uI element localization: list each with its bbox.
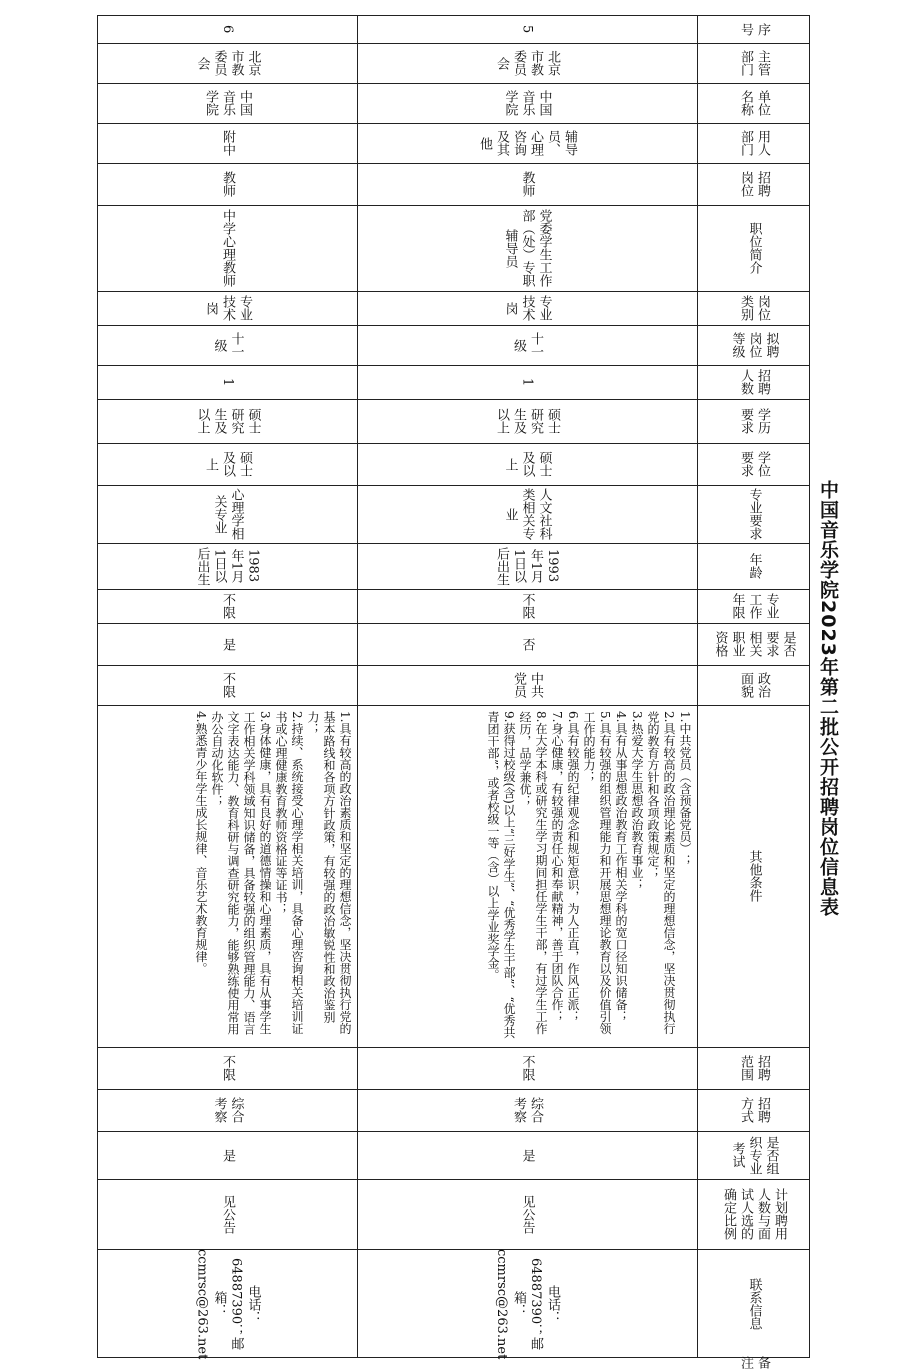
row5-seq-value: 5	[519, 25, 535, 34]
row6-degree	[98, 443, 357, 485]
row5-dept	[357, 43, 697, 83]
row5-other	[357, 705, 697, 1047]
row6-age	[98, 543, 357, 589]
row5-scope	[357, 1047, 697, 1089]
row5-scope-value: 不限	[519, 1055, 535, 1081]
header-hire-dept	[697, 123, 811, 163]
header-edu-label: 学历要求	[738, 408, 770, 434]
row6-edu	[98, 399, 357, 443]
row6-exam-value: 是	[220, 1148, 235, 1162]
header-category-label: 岗位类别	[738, 295, 770, 321]
row6-hire-dept	[98, 123, 357, 163]
row6-count	[98, 365, 357, 399]
row6-age-value: 1983年1月1日以后出生	[194, 546, 261, 586]
header-ratio	[697, 1179, 811, 1249]
header-other	[697, 705, 811, 1047]
row5-method	[357, 1089, 697, 1131]
header-degree	[697, 443, 811, 485]
header-major-label: 专业要求	[746, 488, 762, 540]
header-contact	[697, 1249, 811, 1359]
row6-grade	[98, 325, 357, 365]
header-years	[697, 589, 811, 623]
row5-major	[357, 485, 697, 543]
header-unit	[697, 83, 811, 123]
row6-category	[98, 291, 357, 325]
row5-age-value: 1993年1月1日以后出生	[494, 546, 560, 586]
row5-seq	[357, 16, 697, 43]
header-years-label: 专业工作年限	[729, 593, 779, 619]
header-intro	[697, 205, 811, 291]
header-politics-label: 政治面貌	[738, 672, 770, 698]
header-scope	[697, 1047, 811, 1089]
header-other-label: 其他条件	[746, 850, 762, 902]
row6-years	[98, 589, 357, 623]
row6-grade-value: 十一级	[211, 332, 244, 358]
row5-age	[357, 543, 697, 589]
row5-grade	[357, 325, 697, 365]
header-intro-label: 职位简介	[746, 222, 762, 274]
row6-post-value: 教师	[220, 171, 235, 197]
row5-unit-value: 中国音乐学院	[502, 90, 552, 116]
header-post	[697, 163, 811, 205]
row6-qual-value: 是	[220, 637, 235, 651]
row5-post-value: 教师	[519, 171, 535, 197]
header-major	[697, 485, 811, 543]
row5-intro	[357, 205, 697, 291]
row6-scope	[98, 1047, 357, 1089]
header-edu	[697, 399, 811, 443]
row6-unit	[98, 83, 357, 123]
row6-method-value: 综合考察	[211, 1097, 244, 1123]
row5-exam-value: 是	[519, 1148, 535, 1162]
row5-ratio	[357, 1179, 697, 1249]
row6-intro	[98, 205, 357, 291]
header-dept	[697, 43, 811, 83]
row5-qual	[357, 623, 697, 665]
header-note	[697, 1355, 811, 1369]
row5-years	[357, 589, 697, 623]
row6-dept-value: 北京市教委员会	[194, 50, 261, 76]
header-method	[697, 1089, 811, 1131]
row6-unit-value: 中国音乐学院	[203, 90, 252, 116]
row6-other-value: 1.具有较高的政治素质和坚定的理想信念，坚决贯彻执行党的基本路线和各项方针政策，有较强的政治敏锐性和政治鉴别力； 2.持续、系统接受心理学相关培训，具备心理咨询相关培训证书或心理健康教育教师资格证等证书； 3.身体健康，具有良好的道德情操和心理素质，具有从事学生工作相关学科领域知识储备，具备较强的组织管理能力、语言文字表达能力、教育科研与调查研究能力，能够熟练使用常用办公自动化软件； 4.熟悉青少年学生成长规律、音乐艺术教育规律。	[194, 711, 352, 1035]
header-dept-label: 主管部门	[738, 50, 770, 76]
row5-hire-dept-value: 辅导员、心理咨询及其他	[477, 130, 577, 156]
header-unit-label: 单位名称	[738, 90, 770, 116]
row5-count	[357, 365, 697, 399]
header-qual	[697, 623, 811, 665]
header-age	[697, 543, 811, 589]
row5-edu-value: 硕士研究生及以上	[494, 408, 560, 434]
row6-ratio-value: 见公告	[220, 1194, 235, 1234]
header-ratio-label: 计划聘用人数与面试人选的确定比例	[721, 1188, 787, 1240]
header-scope-label: 招聘范围	[738, 1055, 770, 1081]
row6-other	[98, 705, 357, 1047]
row5-politics	[357, 665, 697, 705]
row6-count-value: 1	[220, 377, 235, 387]
row6-major	[98, 485, 357, 543]
row6-major-value: 心理学相关专业	[211, 488, 244, 540]
header-seq	[697, 16, 811, 43]
row6-politics	[98, 665, 357, 705]
header-count	[697, 365, 811, 399]
header-hire-dept-label: 用人部门	[738, 130, 770, 156]
row5-exam	[357, 1131, 697, 1179]
header-note-label: 备注	[738, 1355, 770, 1369]
row6-contact	[98, 1249, 357, 1359]
row6-hire-dept-value: 附中	[220, 130, 235, 156]
row5-edu	[357, 399, 697, 443]
header-category	[697, 291, 811, 325]
header-grade	[697, 325, 811, 365]
row5-years-value: 不限	[519, 593, 535, 619]
row5-method-value: 综合考察	[511, 1097, 543, 1123]
row6-contact-value: 电话：64887390；邮箱：ccmrsc@263.net	[194, 1248, 261, 1360]
recruitment-table	[97, 15, 810, 1369]
row6-method	[98, 1089, 357, 1131]
row5-degree-value: 硕士及以上	[502, 451, 552, 477]
row6-ratio	[98, 1179, 357, 1249]
row5-hire-dept	[357, 123, 697, 163]
header-exam	[697, 1131, 811, 1179]
header-politics	[697, 665, 811, 705]
row6-exam	[98, 1131, 357, 1179]
row5-count-value: 1	[519, 377, 535, 387]
row5-intro-value: 党委学生工作部（处）专职辅导员	[502, 209, 552, 287]
header-contact-label: 联系信息	[746, 1278, 762, 1330]
row5-contact-value: 电话：64887390；邮箱：ccmrsc@263.net	[494, 1248, 560, 1360]
row6-category-value: 专业技术岗	[203, 295, 252, 321]
row5-contact	[357, 1249, 697, 1359]
row5-degree	[357, 443, 697, 485]
row5-category	[357, 291, 697, 325]
header-method-label: 招聘方式	[738, 1097, 770, 1123]
row5-grade-value: 十一级	[511, 332, 543, 358]
row6-degree-value: 硕士及以上	[203, 451, 252, 477]
row5-post	[357, 163, 697, 205]
row6-intro-value: 中学心理教师	[220, 209, 235, 287]
row6-edu-value: 硕士研究生及以上	[194, 408, 261, 434]
row6-dept	[98, 43, 357, 83]
row5-dept-value: 北京市教委员会	[494, 50, 560, 76]
row6-years-value: 不限	[220, 593, 235, 619]
row6-politics-value: 不限	[220, 672, 235, 698]
header-qual-label: 是否要求相关职业资格	[712, 631, 796, 657]
header-degree-label: 学位要求	[738, 451, 770, 477]
header-grade-label: 拟聘岗位等级	[729, 332, 779, 358]
row6-post	[98, 163, 357, 205]
row5-politics-value: 中共党员	[511, 672, 543, 698]
header-seq-label: 序号	[738, 23, 770, 36]
header-exam-label: 是否组织专业考试	[729, 1135, 779, 1175]
header-count-label: 招聘人数	[738, 369, 770, 395]
header-age-label: 年龄	[746, 553, 762, 579]
row5-ratio-value: 见公告	[519, 1194, 535, 1234]
row5-unit	[357, 83, 697, 123]
row6-seq-value: 6	[220, 25, 235, 34]
page-title: 中国音乐学院2023年第二批公开招聘岗位信息表	[817, 480, 839, 917]
row5-qual-value: 否	[519, 637, 535, 651]
header-post-label: 招聘岗位	[738, 171, 770, 197]
row6-qual	[98, 623, 357, 665]
row5-major-value: 人文社科类相关专业	[502, 488, 552, 540]
row6-scope-value: 不限	[220, 1055, 235, 1081]
row5-other-value: 1.中共党员（含预备党员）； 2.具有较高的政治理论素质和坚定的理想信念，坚决贯彻执行党的教育方针和各项政策规定； 3.热爱大学生思想政治教育事业； 4.具有从事思想政治教育工作相关学科的宽口径知识储备； 5.具有较强的组织管理能力和开展思想理论教育以及价值引领工作的能力； 6.具有较强的纪律观念和规矩意识，为人正直，作风正派； 7.身心健康，有较强的责任心和奉献精神，善于团队合作； 8.在大学本科或研究生学习期间担任学生干部，有过学生工作经历，品学兼优； 9.获得过校级(含)以上“三好学生”、“优秀学生干部”、“优秀共青团干部”，或者校级一等（含）以上学业奖学金。	[486, 711, 692, 1039]
row5-category-value: 专业技术岗	[502, 295, 552, 321]
row6-seq	[98, 16, 357, 43]
